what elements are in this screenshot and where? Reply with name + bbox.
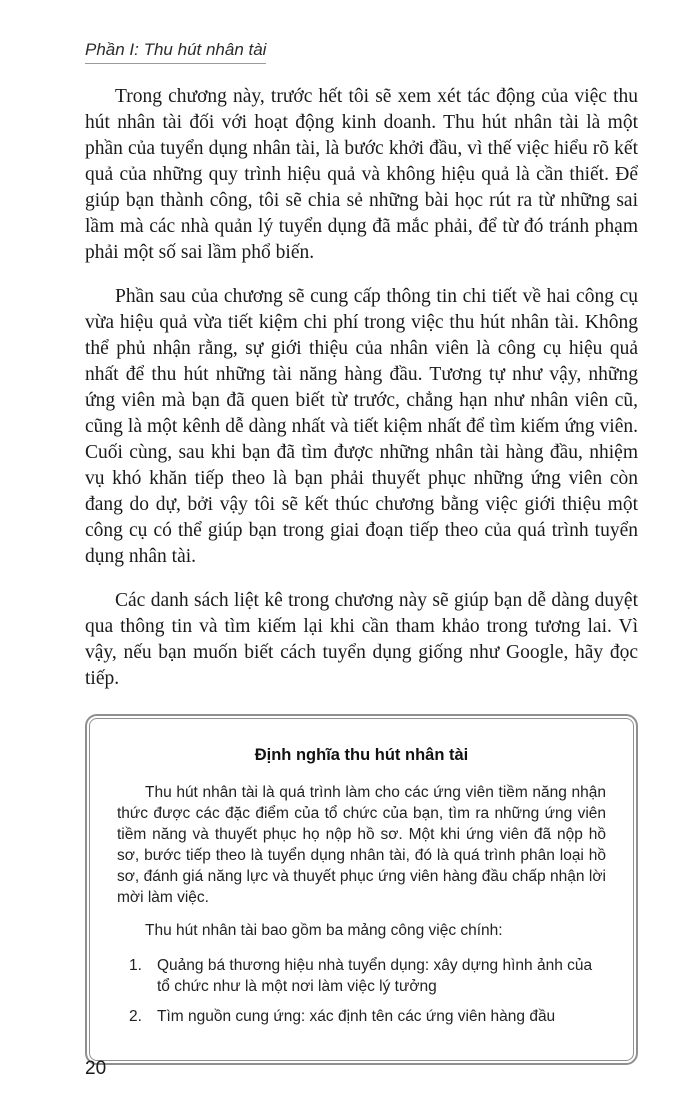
definition-box-inner (89, 718, 634, 1061)
list-item-number: 2. (129, 1008, 142, 1025)
paragraph-checklists: Các danh sách liệt kê trong chương này sẽ giúp bạn dễ dàng duyệt qua thông tin và tìm kiếm lại khi cần tham khảo trong tương lai. Vì vậy, nếu bạn muốn biết cách tuyển dụng giống như Google, hãy đọc tiếp. (85, 590, 638, 689)
paragraph-tools-overview: Phần sau của chương sẽ cung cấp thông tin chi tiết về hai công cụ vừa hiệu quả vừa tiết kiệm chi phí trong việc thu hút nhân tài. Không thể phủ nhận rằng, sự giới thiệu của nhân viên là công cụ hiệu quả nhất để thu hút những tài năng hàng đầu. Tương tự như vậy, những ứng viên mà bạn đã quen biết từ trước, chẳng hạn như nhân viên cũ, cũng là một kênh dễ dàng nhất và tiết kiệm nhất để tìm kiếm ứng viên. Cuối cùng, sau khi bạn đã tìm được những nhân tài hàng đầu, nhiệm vụ khó khăn tiếp theo là bạn phải thuyết phục những ứng viên còn đang do dự, bởi vậy tôi sẽ kết thúc chương bằng việc giới thiệu một công cụ có thể giúp bạn trong giai đoạn tiếp theo của quá trình tuyển dụng nhân tài. (85, 286, 638, 567)
page-content (85, 84, 638, 1065)
definition-box-list-intro: Thu hút nhân tài bao gồm ba mảng công việc chính: (145, 922, 503, 939)
running-header-text: Phần I: Thu hút nhân tài (85, 40, 266, 64)
list-item-text: Quảng bá thương hiệu nhà tuyển dụng: xây dựng hình ảnh của tổ chức như là một nơi làm việc lý tưởng (157, 957, 593, 995)
running-header (85, 40, 266, 64)
definition-box-list (129, 955, 606, 1027)
list-item (129, 955, 606, 997)
definition-box-body: Thu hút nhân tài là quá trình làm cho các ứng viên tiềm năng nhận thức được các đặc điểm của tổ chức của bạn, tìm ra những ứng viên tiềm năng và thuyết phục họ nộp hồ sơ. Một khi ứng viên đã nộp hồ sơ, bước tiếp theo là tuyển dụng nhân tài, đó là quá trình phân loại hồ sơ, đánh giá năng lực và thuyết phục ứng viên hàng đầu chấp nhận lời mời làm việc. (117, 784, 606, 906)
list-item (129, 1006, 606, 1027)
definition-box (85, 714, 638, 1065)
paragraph-intro-impact: Trong chương này, trước hết tôi sẽ xem xét tác động của việc thu hút nhân tài đối với hoạt động kinh doanh. Thu hút nhân tài là một phần của tuyển dụng nhân tài, là bước khởi đầu, vì thế việc hiểu rõ kết quả của những quy trình hiệu quả và không hiệu quả là cần thiết. Để giúp bạn thành công, tôi sẽ chia sẻ những bài học rút ra từ những sai lầm mà các nhà quản lý tuyển dụng đã mắc phải, để từ đó tránh phạm phải một số sai lầm phổ biến. (85, 86, 638, 263)
list-item-number: 1. (129, 957, 142, 974)
page-number: 20 (85, 1058, 107, 1079)
list-item-text: Tìm nguồn cung ứng: xác định tên các ứng viên hàng đầu (157, 1008, 556, 1025)
definition-box-title: Định nghĩa thu hút nhân tài (254, 746, 469, 764)
